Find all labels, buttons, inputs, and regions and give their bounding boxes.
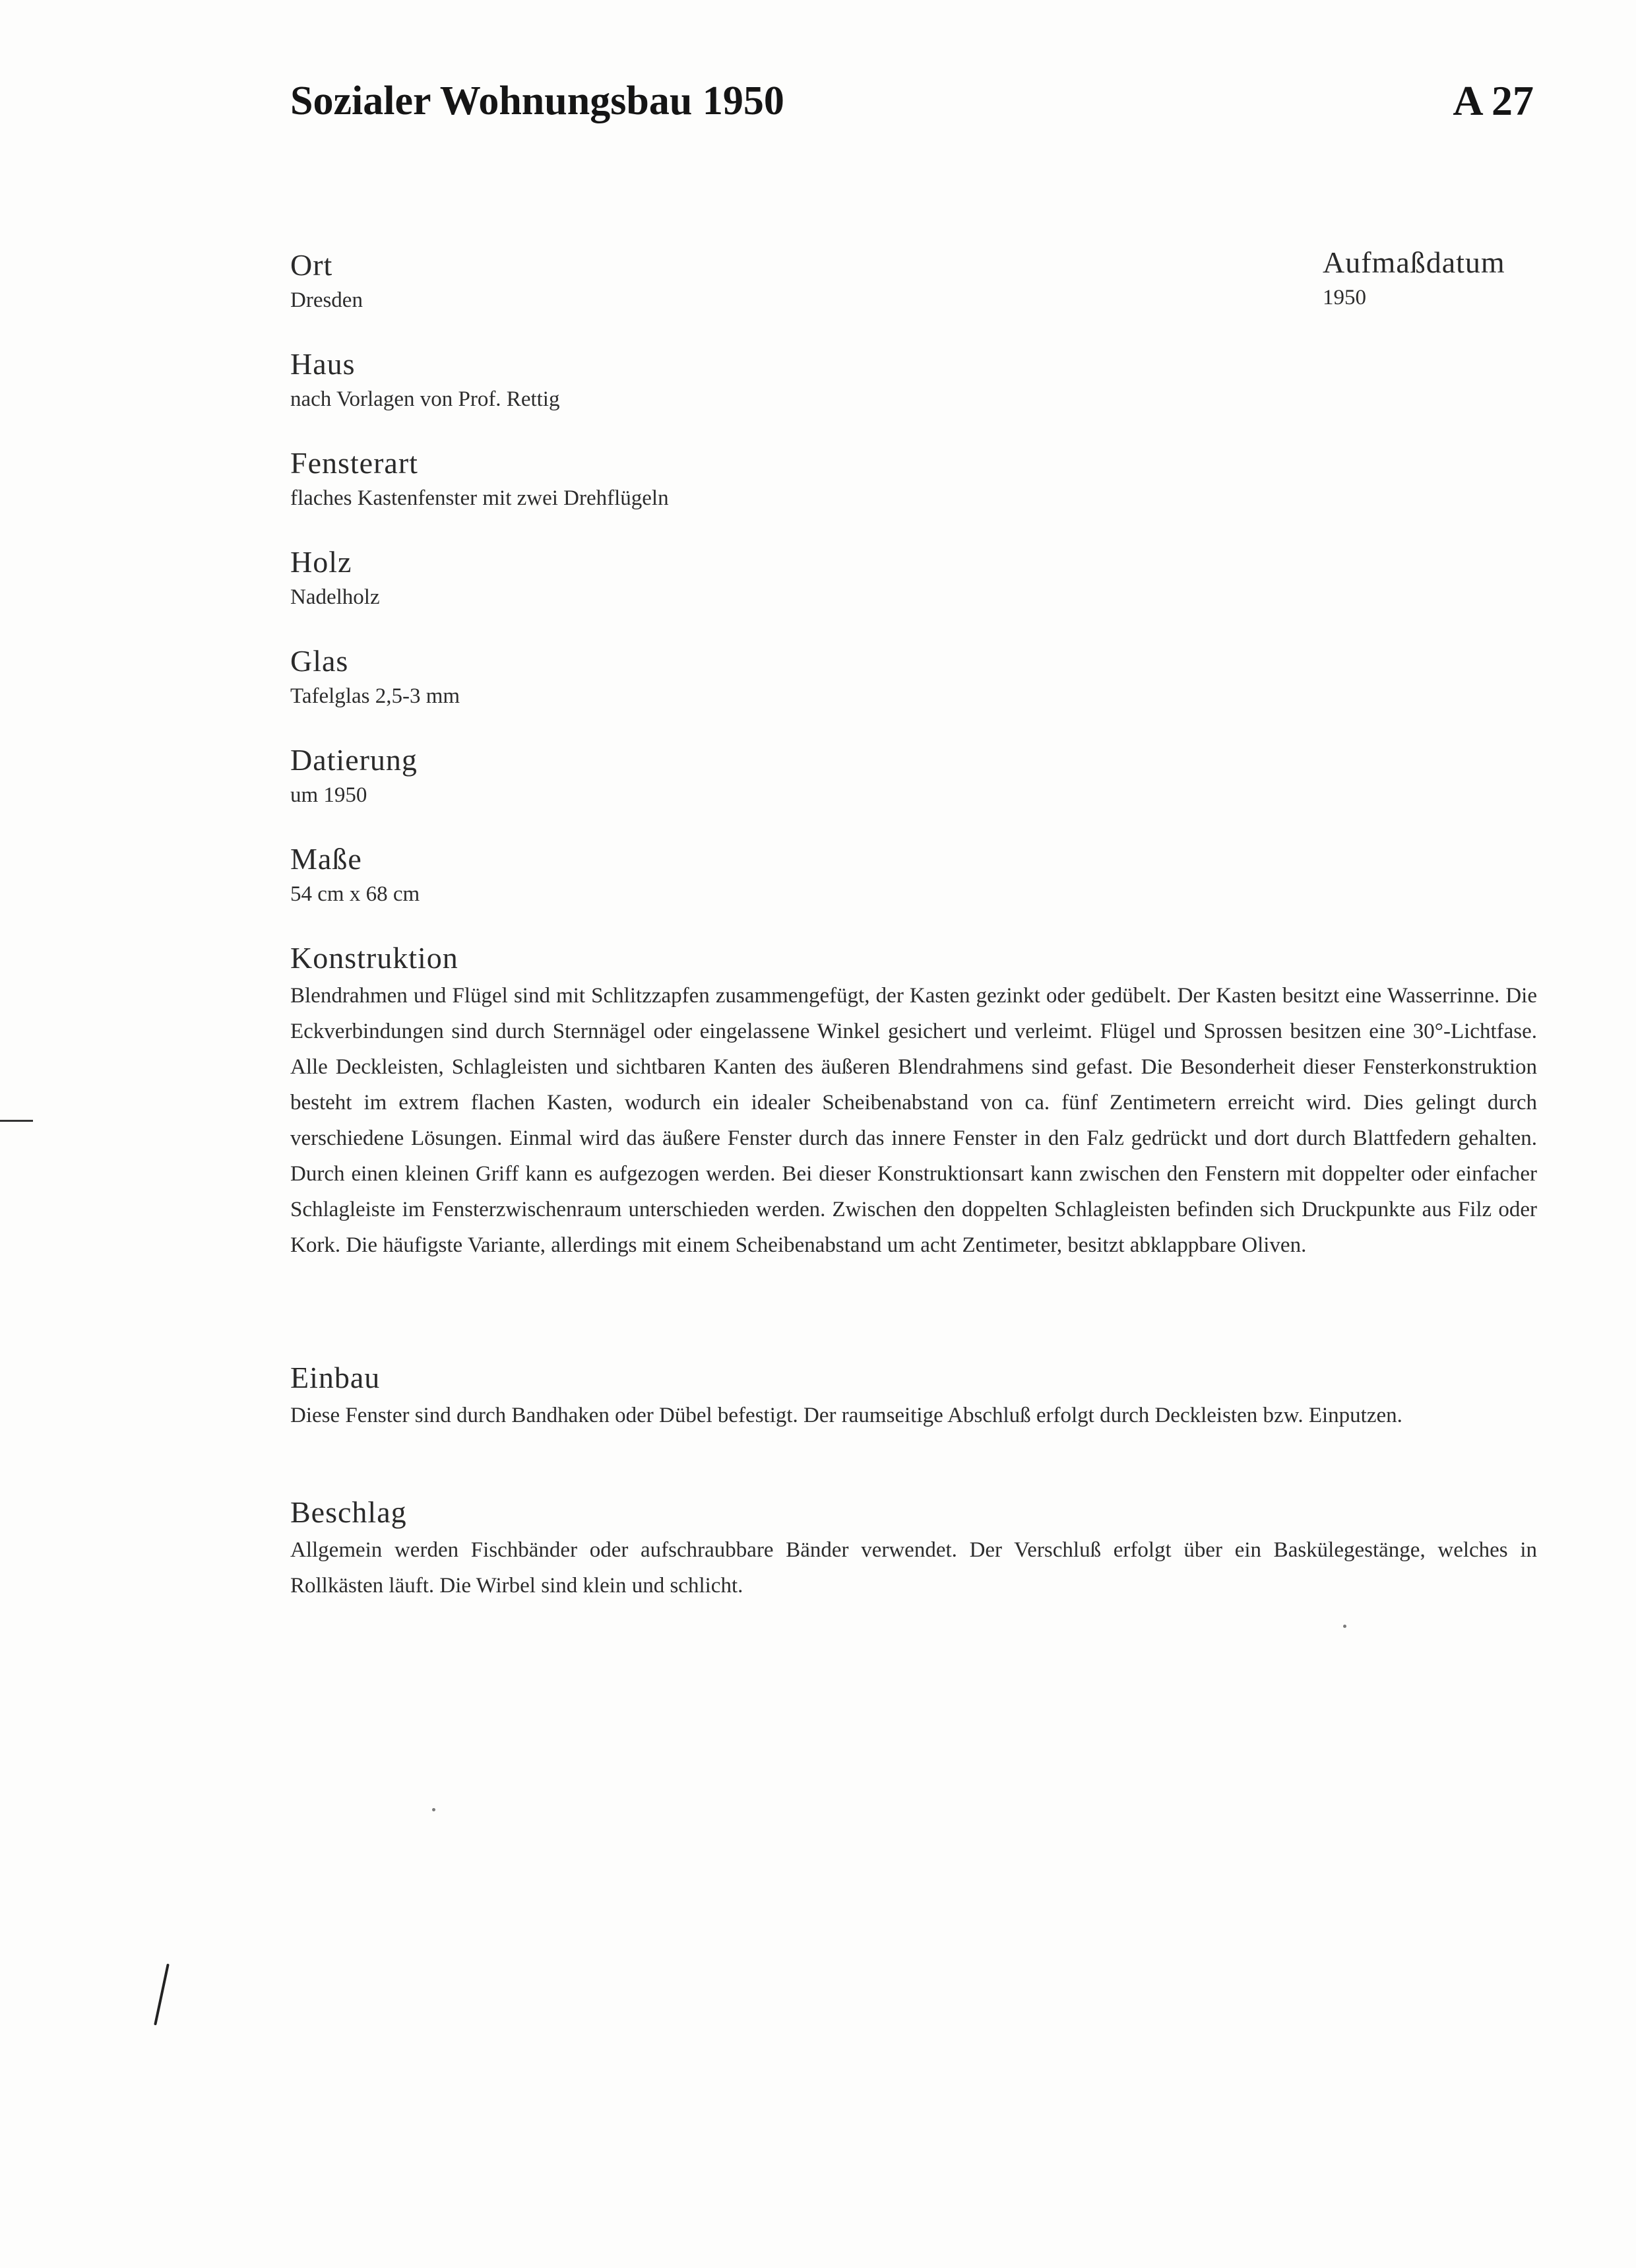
scan-speck [1343, 1625, 1346, 1628]
field-datierung [290, 740, 418, 810]
field-value: Dresden [290, 288, 363, 312]
section-body: Allgemein werden Fischbänder oder aufschraubbare Bänder verwendet. Der Verschluß erfolgt über ein Baskülegestänge, welches in Rollkästen läuft. Die Wirbel sind klein und schlicht. [290, 1538, 1537, 1598]
field-holz [290, 542, 380, 612]
section-einbau [290, 1358, 1537, 1433]
field-value: Nadelholz [290, 585, 380, 609]
page-number: A 27 [1453, 77, 1534, 124]
field-value: nach Vorlagen von Prof. Rettig [290, 387, 560, 411]
pencil-mark [154, 1964, 170, 2026]
field-value: flaches Kastenfenster mit zwei Drehflügeln [290, 486, 669, 510]
section-heading: Konstruktion [290, 941, 458, 975]
margin-tick-mark [0, 1120, 33, 1122]
field-label: Maße [290, 842, 362, 876]
field-ort [290, 245, 363, 315]
field-value: 54 cm x 68 cm [290, 882, 420, 906]
field-label: Glas [290, 644, 349, 678]
field-label: Fensterart [290, 446, 418, 480]
field-label: Ort [290, 248, 333, 282]
scan-speck [432, 1808, 435, 1811]
field-value: Tafelglas 2,5-3 mm [290, 684, 460, 708]
field-label: Haus [290, 347, 356, 381]
section-heading: Einbau [290, 1361, 381, 1394]
field-label: Holz [290, 545, 352, 579]
page-title: Sozialer Wohnungsbau 1950 [290, 79, 784, 123]
section-body: Diese Fenster sind durch Bandhaken oder Dübel befestigt. Der raumseitige Abschluß erfolgt durch Deckleisten bzw. Einputzen. [290, 1404, 1402, 1427]
field-value: um 1950 [290, 783, 367, 807]
section-body: Blendrahmen und Flügel sind mit Schlitzzapfen zusammengefügt, der Kasten gezinkt oder gedübelt. Der Kasten besitzt eine Wasserrinne. Die Eckverbindungen sind durch Sternnägel oder eingelassene Winkel gesichert und verleimt. Flügel und Sprossen besitzen eine 30°-Lichtfase. Alle Deckleisten, Schlagleisten und sichtbaren Kanten des äußeren Blendrahmens sind gefast. Die Besonderheit dieser Fensterkonstruktion besteht im extrem flachen Kasten, wodurch ein idealer Scheibenabstand von ca. fünf Zentimetern erreicht wird. Dies gelingt durch verschiedene Lösungen. Einmal wird das äußere Fenster durch das innere Fenster in den Falz gedrückt und dort durch Blattfedern gehalten. Durch einen kleinen Griff kann es aufgezogen werden. Bei dieser Konstruktionsart kann zwischen den Fenstern mit doppelter oder einfacher Schlagleiste im Fensterzwischenraum unterschieden werden. Zwischen den doppelten Schlagleisten befinden sich Druckpunkte aus Filz oder Kork. Die häufigste Variante, allerdings mit einem Scheibenabstand um acht Zentimeter, besitzt abklappbare Oliven. [290, 984, 1537, 1257]
field-label: Aufmaßdatum [1323, 245, 1505, 279]
field-label: Datierung [290, 743, 418, 777]
field-glas [290, 641, 460, 711]
section-beschlag [290, 1493, 1537, 1604]
field-value: 1950 [1323, 286, 1366, 309]
section-konstruktion [290, 938, 1537, 1263]
field-aufmassdatum [1323, 243, 1505, 313]
field-haus [290, 344, 559, 414]
field-fensterart [290, 443, 669, 513]
section-heading: Beschlag [290, 1495, 407, 1529]
field-masse [290, 839, 420, 909]
